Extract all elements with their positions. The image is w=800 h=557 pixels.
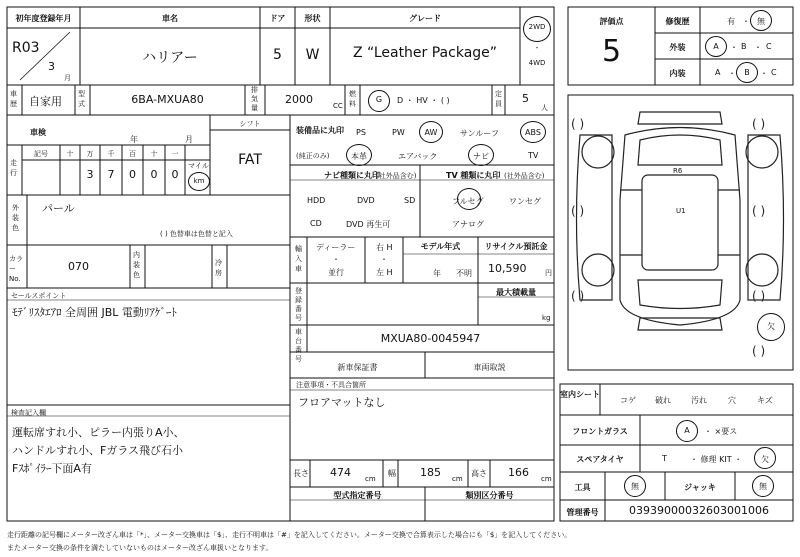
inspector-line: 運転席すれ小、ピラー内張りA小、	[12, 426, 185, 439]
length-label: 長さ	[293, 469, 309, 478]
exterior-b: B	[741, 42, 747, 51]
grade-value: Z “Leather Package”	[352, 45, 498, 61]
interior-dot: ・	[760, 69, 768, 78]
type-no-label: 型式指定番号	[333, 491, 382, 500]
repair-no: 無	[757, 17, 765, 26]
equip-airbag: エアバック	[398, 152, 438, 161]
exterior-c: C	[766, 42, 772, 51]
model-value: 6BA-MXUA80	[131, 93, 204, 106]
svg-text:( ): ( )	[752, 204, 766, 218]
mileage-digit: 0	[129, 168, 136, 181]
interior-dot: ・	[728, 69, 736, 78]
grade-label: グレード	[409, 14, 441, 23]
inspector-line: ハンドルすれ小、Fガラス飛び石小	[12, 444, 183, 457]
length-value: 474	[330, 466, 351, 479]
color-value: パール	[42, 202, 75, 215]
displacement-value: 2000	[285, 93, 313, 106]
mile-unit: マイル	[188, 162, 209, 170]
left-hand: 左 H	[376, 268, 393, 277]
color-label: 外装色	[12, 204, 19, 232]
interior-label: 内装	[669, 69, 686, 78]
first-reg-month: 3	[48, 60, 55, 73]
mileage-digit: 0	[171, 168, 179, 181]
chassis-label: 車台番号	[295, 328, 302, 363]
inspection-label: 車検	[30, 128, 46, 137]
capacity-label: 定員	[495, 90, 502, 108]
length-unit: cm	[365, 475, 376, 483]
door-value: 5	[273, 47, 282, 63]
equip-navi: ナビ	[473, 152, 489, 161]
sales-point-label: セールスポイント	[11, 292, 67, 300]
tv-analog: アナログ	[452, 220, 484, 229]
repair-yes: 有	[727, 17, 735, 26]
first-reg-label: 初年度登録年月	[15, 14, 72, 23]
svg-text:( ): ( )	[752, 117, 766, 131]
right-hand: 右 H	[376, 243, 393, 252]
spare-missing: 欠	[761, 455, 769, 464]
tv-fullseg: フルセグ	[452, 197, 484, 206]
height-label: 高さ	[471, 469, 487, 478]
navi-dvd: DVD	[357, 196, 375, 205]
max-load-label: 最大積載量	[496, 288, 536, 297]
equipment-label: 装備品に丸印	[296, 126, 344, 135]
sheet-koge: コゲ	[620, 396, 636, 405]
equip-sunroof: サンルーフ	[460, 129, 499, 138]
month-unit: 月	[64, 74, 71, 82]
management-label: 管理番号	[566, 508, 599, 517]
fuel-g: G	[375, 95, 383, 104]
shift-value: FAT	[238, 152, 262, 168]
sheet-yabure: 破れ	[655, 396, 671, 405]
windshield-rest: ・ ×要ス	[704, 427, 738, 436]
vehicle-manual: 車両取説	[473, 363, 506, 372]
equip-aw: AW	[424, 128, 438, 137]
equip-tv: TV	[528, 151, 539, 160]
door-label: ドア	[269, 14, 286, 23]
mileage-hdr-ichi: 一	[171, 150, 179, 158]
recycle-label: リサイクル預託金	[484, 242, 548, 251]
color-no-label: カラーNo.	[9, 255, 23, 283]
model-label: 型式	[78, 90, 85, 108]
car-name: ハリアー	[142, 50, 198, 66]
recycle-value: 10,590	[488, 262, 527, 275]
navi-dvd-play: DVD 再生可	[346, 220, 391, 229]
tools-label: 工具	[574, 483, 591, 492]
caution-label: 注意事項・不具合箇所	[296, 381, 366, 389]
person-unit: 人	[541, 104, 548, 112]
tv-type-label: TV 種類に丸印	[446, 171, 501, 180]
inspector-label: 検査記入欄	[11, 409, 46, 417]
shape-label: 形状	[304, 14, 321, 23]
ac-label: 冷房	[215, 259, 222, 277]
import-dot: ・	[332, 255, 340, 264]
width-label: 幅	[388, 469, 396, 478]
height-unit: cm	[541, 475, 552, 483]
windshield-label: フロントガラス	[572, 427, 628, 436]
inspection-year: 年	[130, 135, 138, 144]
missing-mark: 欠	[767, 322, 775, 331]
model-year-label: モデル年式	[420, 242, 461, 251]
drive-2wd: 2WD	[528, 23, 546, 31]
navi-cd: CD	[310, 219, 322, 228]
class-no-label: 類別区分番号	[465, 491, 514, 500]
score-label: 評価点	[599, 17, 624, 26]
height-value: 166	[508, 466, 529, 479]
mileage-hdr-symbol: 記号	[34, 150, 48, 158]
interior-sheet-label: 室内シート	[560, 390, 600, 399]
shift-label: シフト	[239, 120, 261, 128]
import-parallel: 並行	[328, 268, 344, 277]
navi-hdd: HDD	[307, 196, 326, 205]
car-name-label: 車名	[162, 14, 178, 23]
mileage-hdr-sen: 千	[107, 150, 115, 158]
equip-leather: 本革	[351, 152, 367, 161]
drive-4wd: 4WD	[528, 59, 546, 67]
shape-value: W	[305, 47, 320, 63]
capacity-value: 5	[522, 92, 529, 105]
km-unit: km	[193, 177, 205, 185]
score-value: 5	[601, 34, 622, 69]
hand-dot: ・	[380, 255, 388, 264]
footer-note-2: またメーター交換の条件を満たしていないものはメーター改ざん車扱いとなります。	[7, 544, 273, 552]
spare-kit: ・ 修理 KIT ・	[690, 455, 743, 464]
usage-label: 車歴	[10, 90, 17, 108]
yen-unit: 円	[545, 269, 552, 277]
navi-type-label: ナビ種類に丸印	[324, 171, 380, 180]
mileage-hdr-juu: 十	[150, 150, 158, 158]
sheet-ana: 穴	[728, 396, 736, 405]
kg-unit: kg	[542, 314, 551, 322]
caution-text: フロアマットなし	[298, 396, 386, 409]
sheet-yogore: 汚れ	[691, 396, 707, 405]
drive-dot: ・	[533, 44, 541, 52]
jack-none: 無	[759, 482, 767, 491]
navi-type-sub: (社外品含む)	[376, 172, 417, 180]
svg-text:( ): ( )	[571, 117, 585, 131]
equip-pw: PW	[392, 128, 405, 137]
footer-note-1: 走行距離の記号欄にメーター改ざん車は「*」、メーター交換車は「$」、走行不明車は「#」を記入してください。メーター交換で合算表示した場合にも「$」を記入してください。	[7, 531, 572, 539]
svg-text:( ): ( )	[752, 289, 766, 303]
svg-text:( ): ( )	[752, 344, 766, 358]
reg-no-label: 登録番号	[295, 287, 302, 322]
svg-text:( ): ( )	[571, 204, 585, 218]
spare-t: T	[662, 454, 667, 463]
interior-color-label: 内装色	[133, 251, 140, 279]
import-dealer: ディーラー	[316, 243, 356, 252]
interior-b: B	[744, 68, 750, 77]
equipment-sub: (純正のみ)	[296, 152, 330, 160]
inspection-month: 月	[185, 135, 193, 144]
mileage-hdr-hyaku: 百	[129, 150, 136, 158]
equip-abs: ABS	[525, 128, 541, 137]
tv-type-sub: (社外品含む)	[504, 172, 545, 180]
mileage-digit: 0	[150, 168, 158, 181]
inspector-line: Fｽﾎﾟｲﾗｰ下面A有	[12, 462, 92, 475]
interior-a: A	[715, 68, 721, 77]
management-number: 0393900003260300​1006	[629, 504, 769, 517]
mileage-digit: 7	[107, 168, 115, 181]
new-car-warranty: 新車保証書	[337, 363, 378, 372]
width-unit: cm	[452, 475, 463, 483]
spare-tire-label: スペアタイヤ	[576, 455, 624, 464]
mileage-digit: 3	[86, 168, 94, 181]
model-year-unknown: 不明	[456, 269, 472, 278]
navi-sd: SD	[404, 196, 416, 205]
interior-c: C	[771, 68, 777, 77]
first-reg-era: R03	[12, 40, 40, 56]
model-year-unit: 年	[433, 269, 441, 278]
damage-mark-r6: R6	[673, 167, 683, 175]
windshield-a: A	[684, 426, 690, 435]
color-no-value: 070	[68, 260, 89, 273]
sheet-kizu: キズ	[757, 396, 773, 405]
svg-text:( ): ( )	[571, 289, 585, 303]
fuel-label: 燃料	[349, 90, 356, 108]
sales-point-text: ﾓﾃﾞﾘｽﾀｴｱﾛ 全周囲 JBL 電動ﾘｱｹﾞｰﾄ	[12, 306, 177, 319]
exterior-dot: ・	[754, 43, 762, 52]
exterior-a: A	[713, 42, 719, 51]
fuel-options: D ・ HV ・ ( )	[397, 96, 450, 105]
vehicle-diagram	[571, 112, 784, 358]
width-value: 185	[420, 466, 441, 479]
chassis-value: MXUA80-0045947	[380, 332, 481, 345]
tv-oneseg: ワンセグ	[509, 197, 541, 206]
cc-unit: CC	[333, 102, 343, 110]
mileage-hdr-man: 万	[86, 150, 94, 158]
jack-label: ジャッキ	[684, 483, 716, 492]
repair-label: 修復歴	[665, 17, 690, 26]
import-label: 輸入車	[295, 245, 302, 273]
displacement-label: 排気量	[251, 86, 258, 112]
exterior-label: 外装	[669, 43, 686, 52]
exterior-dot: ・	[730, 43, 738, 52]
equip-ps: PS	[356, 128, 366, 137]
mileage-hdr-10man: 十	[66, 150, 74, 158]
usage-value: 自家用	[29, 95, 62, 108]
repair-dot: ・	[742, 17, 750, 26]
mileage-label: 走行	[10, 159, 17, 177]
damage-mark-u1: U1	[676, 207, 686, 215]
color-note: ( ) 色替車は色替と記入	[160, 230, 233, 238]
tools-none: 無	[631, 482, 639, 491]
